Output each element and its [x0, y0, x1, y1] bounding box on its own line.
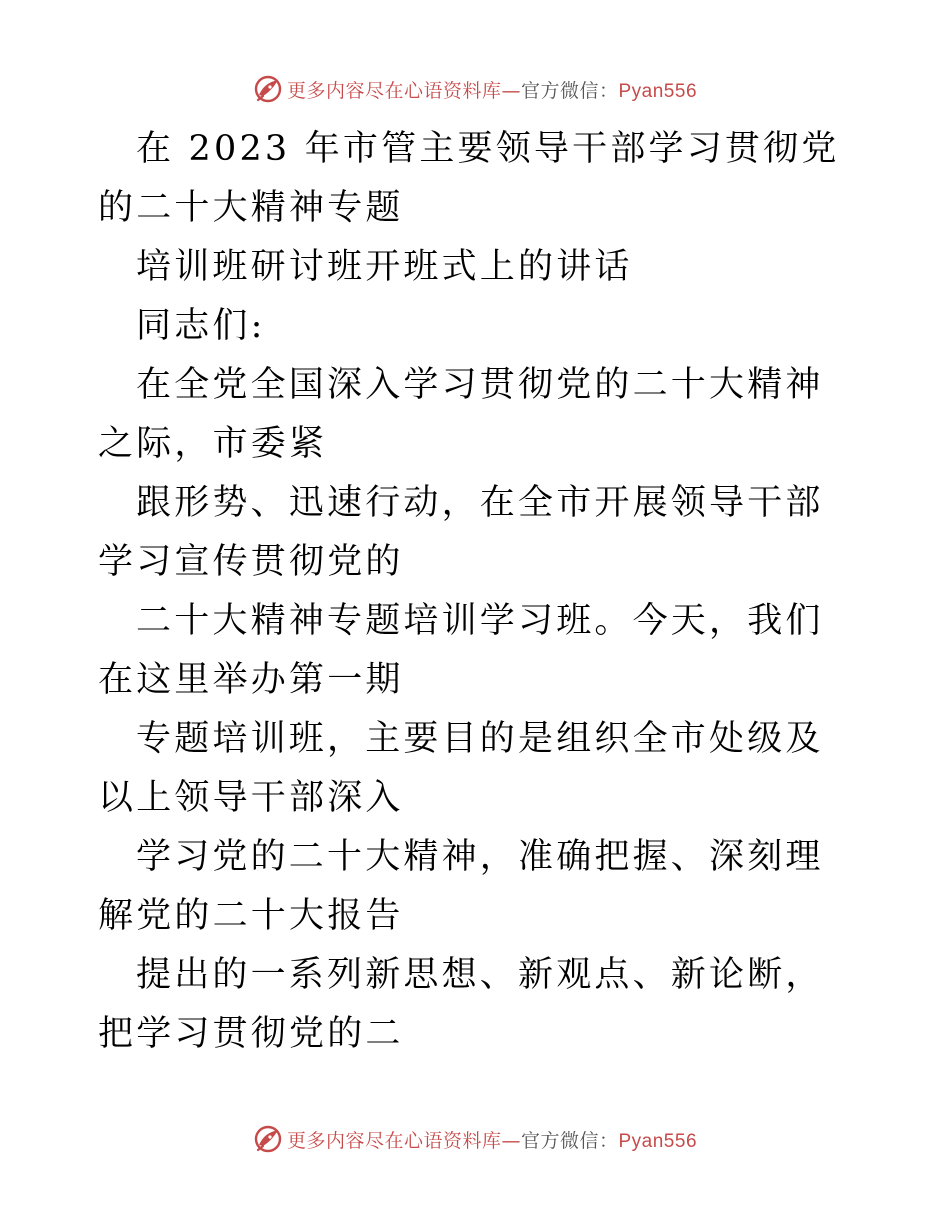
watermark-label: 官方微信： — [520, 79, 619, 102]
salutation: 同志们: — [136, 306, 266, 346]
body-paragraph: 二十大精神专题培训学习班。今天，我们在这里举办第一期 — [98, 601, 824, 700]
watermark-wechat-id: Pyan556 — [618, 1130, 698, 1152]
header-watermark — [0, 72, 950, 106]
title-line-2: 培训班研讨班开班式上的讲话 — [136, 247, 633, 287]
body-paragraph: 提出的一系列新思想、新观点、新论断，把学习贯彻党的二 — [98, 955, 824, 1054]
title-line-1: 在 2023 年市管主要领导干部学习贯彻党的二十大精神专题 — [98, 129, 840, 228]
watermark-main-text: 更多内容尽在心语资料库 — [286, 1129, 502, 1152]
watermark-separator: — — [501, 79, 521, 102]
watermark-separator: — — [501, 1129, 521, 1152]
pen-nib-logo-icon — [253, 1124, 283, 1154]
body-paragraph: 在全党全国深入学习贯彻党的二十大精神之际，市委紧 — [98, 365, 824, 464]
watermark-text — [287, 1126, 697, 1153]
pen-nib-logo-icon — [253, 74, 283, 104]
footer-watermark — [0, 1122, 950, 1156]
watermark-wechat-id: Pyan556 — [618, 80, 698, 102]
document-body — [98, 120, 854, 1064]
body-paragraph: 学习党的二十大精神，准确把握、深刻理解党的二十大报告 — [98, 837, 824, 936]
body-paragraph: 跟形势、迅速行动，在全市开展领导干部学习宣传贯彻党的 — [98, 483, 824, 582]
watermark-label: 官方微信： — [520, 1129, 619, 1152]
watermark-main-text: 更多内容尽在心语资料库 — [286, 79, 502, 102]
watermark-text — [287, 76, 697, 103]
body-paragraph: 专题培训班，主要目的是组织全市处级及以上领导干部深入 — [98, 719, 824, 818]
